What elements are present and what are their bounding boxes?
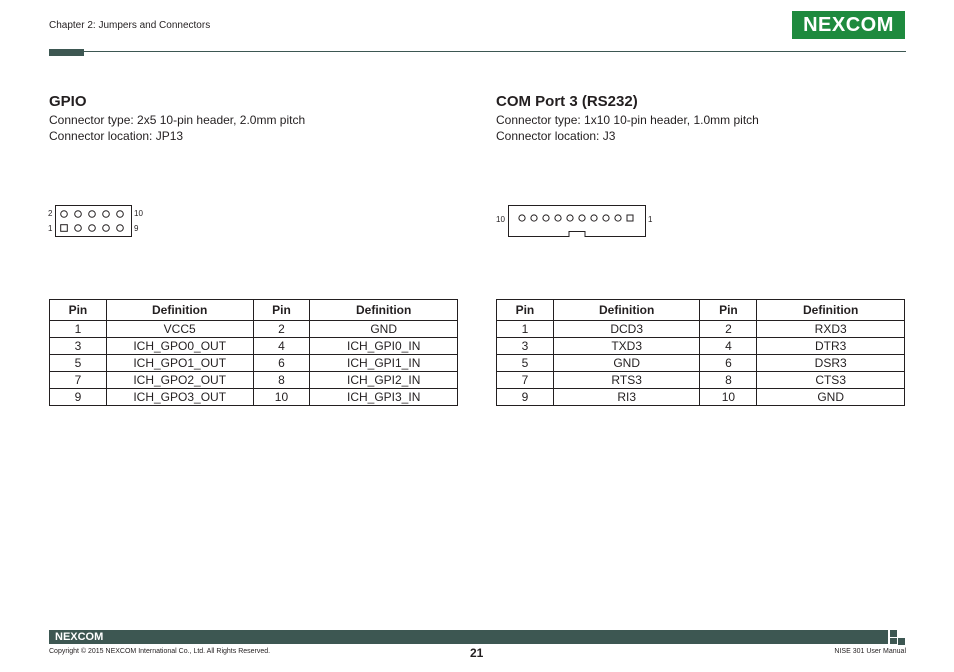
table-cell: 6 xyxy=(253,355,310,372)
com-label-right: 1 xyxy=(648,215,653,224)
gpio-label-top-left: 2 xyxy=(48,209,53,218)
header-rule xyxy=(84,51,906,52)
table-row xyxy=(497,355,905,372)
column-header: Definition xyxy=(757,300,905,321)
table-cell: 1 xyxy=(497,321,554,338)
table-cell: DTR3 xyxy=(757,338,905,355)
table-cell: 10 xyxy=(253,389,310,406)
column-header: Pin xyxy=(497,300,554,321)
table-cell: 2 xyxy=(253,321,310,338)
table-cell: TXD3 xyxy=(553,338,700,355)
table-cell: ICH_GPO2_OUT xyxy=(106,372,253,389)
table-row xyxy=(497,372,905,389)
table-row xyxy=(497,321,905,338)
com-header-diagram xyxy=(508,205,646,239)
column-header: Definition xyxy=(310,300,458,321)
table-cell: 8 xyxy=(700,372,757,389)
gpio-pin-table xyxy=(49,299,458,406)
com-pin-table xyxy=(496,299,905,406)
table-cell: 9 xyxy=(50,389,107,406)
table-cell: 7 xyxy=(497,372,554,389)
page-number: 21 xyxy=(470,646,484,660)
column-header: Pin xyxy=(253,300,310,321)
column-header: Definition xyxy=(553,300,700,321)
table-cell: RXD3 xyxy=(757,321,905,338)
copyright-text: Copyright © 2015 NEXCOM International Co., Ltd. All Rights Reserved. xyxy=(49,648,271,655)
table-row xyxy=(497,389,905,406)
table-header-row xyxy=(497,300,905,321)
table-cell: ICH_GPO3_OUT xyxy=(106,389,253,406)
gpio-label-bottom-left: 1 xyxy=(48,224,53,233)
table-cell: RTS3 xyxy=(553,372,700,389)
footer-logo: NEXCOM xyxy=(55,631,104,643)
table-cell: 8 xyxy=(253,372,310,389)
table-cell: DSR3 xyxy=(757,355,905,372)
table-cell: DCD3 xyxy=(553,321,700,338)
table-header-row xyxy=(50,300,458,321)
nexcom-logo xyxy=(792,11,905,39)
gpio-section xyxy=(49,92,305,144)
table-cell: GND xyxy=(757,389,905,406)
table-cell: 5 xyxy=(497,355,554,372)
table-cell: GND xyxy=(553,355,700,372)
gpio-connector-type: Connector type: 2x5 10-pin header, 2.0mm pitch xyxy=(49,113,306,127)
table-cell: 10 xyxy=(700,389,757,406)
gpio-title: GPIO xyxy=(49,93,87,110)
gpio-label-bottom-right: 9 xyxy=(134,224,139,233)
table-row xyxy=(50,355,458,372)
column-header: Pin xyxy=(50,300,107,321)
table-cell: CTS3 xyxy=(757,372,905,389)
table-cell: 7 xyxy=(50,372,107,389)
footer-corner-square xyxy=(890,638,897,644)
table-cell: 3 xyxy=(50,338,107,355)
table-row xyxy=(497,338,905,355)
table-cell: GND xyxy=(310,321,458,338)
table-cell: 4 xyxy=(253,338,310,355)
table-row xyxy=(50,389,458,406)
table-cell: VCC5 xyxy=(106,321,253,338)
com-connector-type: Connector type: 1x10 10-pin header, 1.0mm pitch xyxy=(496,113,759,127)
footer-corner-square xyxy=(898,638,905,645)
column-header: Pin xyxy=(700,300,757,321)
table-row xyxy=(50,338,458,355)
table-cell: 5 xyxy=(50,355,107,372)
manual-name: NISE 301 User Manual xyxy=(834,648,906,655)
footer-bar xyxy=(49,630,888,644)
table-cell: 9 xyxy=(497,389,554,406)
table-cell: RI3 xyxy=(553,389,700,406)
table-cell: 6 xyxy=(700,355,757,372)
gpio-label-top-right: 10 xyxy=(134,209,143,218)
table-cell: 3 xyxy=(497,338,554,355)
table-cell: 1 xyxy=(50,321,107,338)
column-header: Definition xyxy=(106,300,253,321)
table-cell: 2 xyxy=(700,321,757,338)
com-section xyxy=(496,92,759,144)
table-cell: ICH_GPO0_OUT xyxy=(106,338,253,355)
table-cell: ICH_GPI2_IN xyxy=(310,372,458,389)
table-cell: ICH_GPI0_IN xyxy=(310,338,458,355)
table-cell: ICH_GPO1_OUT xyxy=(106,355,253,372)
com-connector-location: Connector location: J3 xyxy=(496,129,616,143)
gpio-connector-location: Connector location: JP13 xyxy=(49,129,184,143)
gpio-header-diagram xyxy=(55,205,133,237)
table-cell: ICH_GPI1_IN xyxy=(310,355,458,372)
logo-text: NEXCOM xyxy=(803,13,894,36)
table-cell: ICH_GPI3_IN xyxy=(310,389,458,406)
table-cell: 4 xyxy=(700,338,757,355)
header-accent-bar xyxy=(49,49,84,56)
com-label-left: 10 xyxy=(496,215,505,224)
table-row xyxy=(50,372,458,389)
table-row xyxy=(50,321,458,338)
com-title: COM Port 3 (RS232) xyxy=(496,93,638,110)
footer-corner-square xyxy=(890,630,897,637)
chapter-label: Chapter 2: Jumpers and Connectors xyxy=(49,20,211,31)
